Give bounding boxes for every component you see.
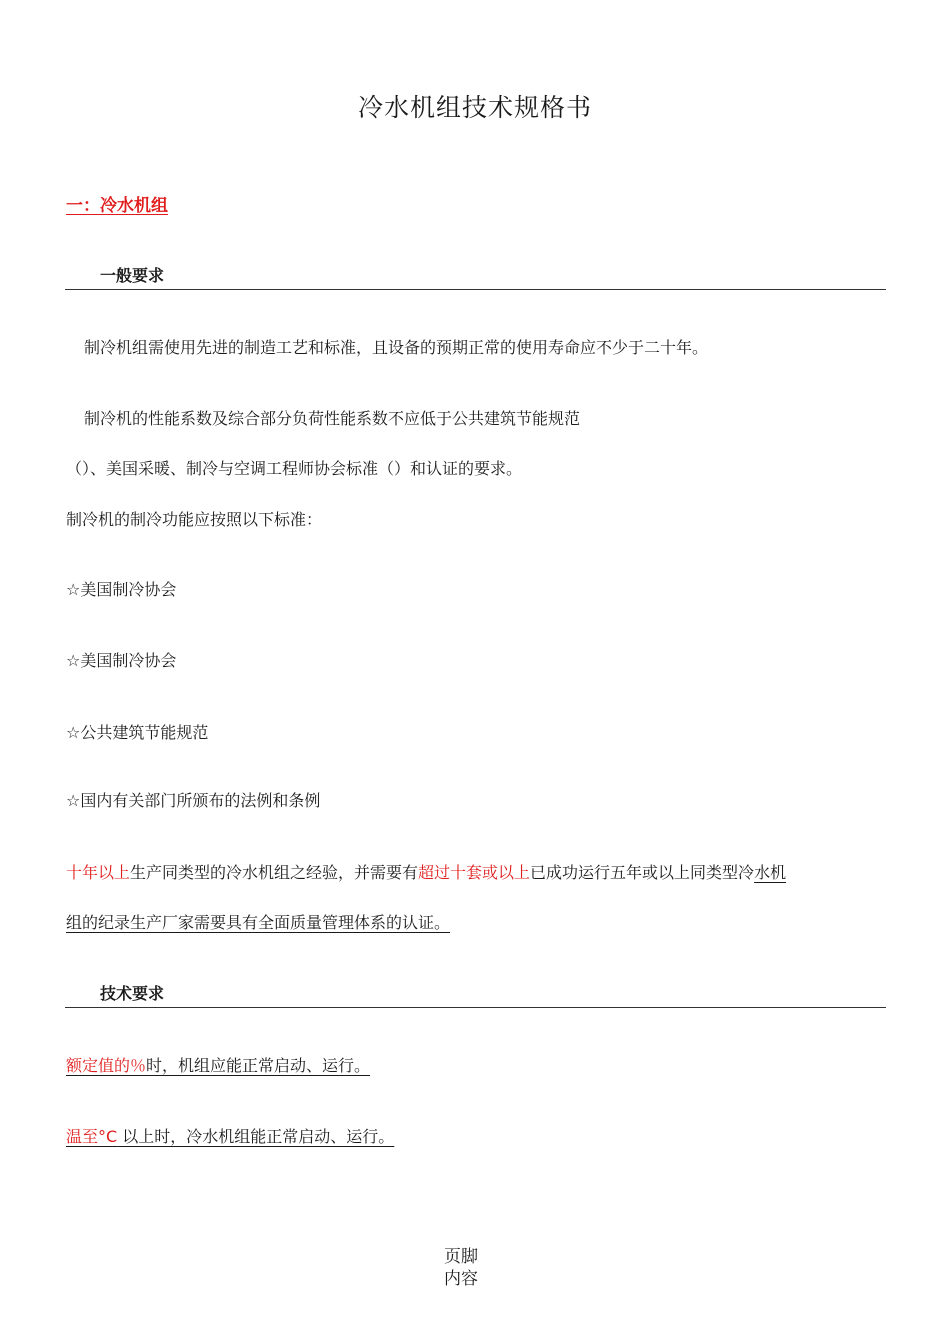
subheading-technical-requirements: 技术要求 [100,984,165,1003]
page-footer [0,1246,922,1290]
divider-general [65,289,886,290]
paragraph-performance-line2: （）、美国采暖、制冷与空调工程师协会标准（）和认证的要求。 [66,459,523,478]
highlight-count: 超过十套或以上 [418,863,531,882]
paragraph-lifespan: 制冷机组需使用先进的制造工艺和标准，且设备的预期正常的使用寿命应不少于二十年。 [84,338,709,357]
experience-text-underlined: 水机 [754,863,787,882]
technical-line-rated [66,1053,370,1076]
divider-technical [65,1007,886,1008]
highlight-years: 十年以上 [66,863,131,882]
highlight-temperature: 温至°C [66,1127,118,1146]
highlight-rated: 额定值的％ [66,1056,147,1075]
standard-item: ☆美国制冷协会 [66,651,177,670]
standard-item: ☆美国制冷协会 [66,580,177,599]
experience-text: 已成功运行五年或以上同类型冷 [530,863,755,882]
footer-line: 页脚 [444,1247,478,1267]
standard-item: ☆国内有关部门所颁布的法例和条例 [66,791,321,810]
technical-line-temperature [66,1124,394,1147]
paragraph-performance-line1: 制冷机的性能系数及综合部分负荷性能系数不应低于公共建筑节能规范 [84,409,581,428]
technical-text: 时，机组应能正常启动、运行。 [146,1056,371,1075]
subheading-general-requirements: 一般要求 [100,266,165,285]
footer-line: 内容 [444,1269,478,1289]
standard-item: ☆公共建筑节能规范 [66,723,209,742]
paragraph-standards-intro: 制冷机的制冷功能应按照以下标准： [66,510,323,529]
technical-text: 以上时，冷水机组能正常启动、运行。 [117,1127,395,1146]
section-heading-chiller: 一：冷水机组 [66,196,168,216]
paragraph-experience-line2: 组的纪录生产厂家需要具有全面质量管理体系的认证。 [66,913,451,932]
experience-text: 生产同类型的冷水机组之经验，并需要有 [130,863,419,882]
document-title: 冷水机组技术规格书 [357,93,592,122]
paragraph-experience-line1 [66,860,786,883]
